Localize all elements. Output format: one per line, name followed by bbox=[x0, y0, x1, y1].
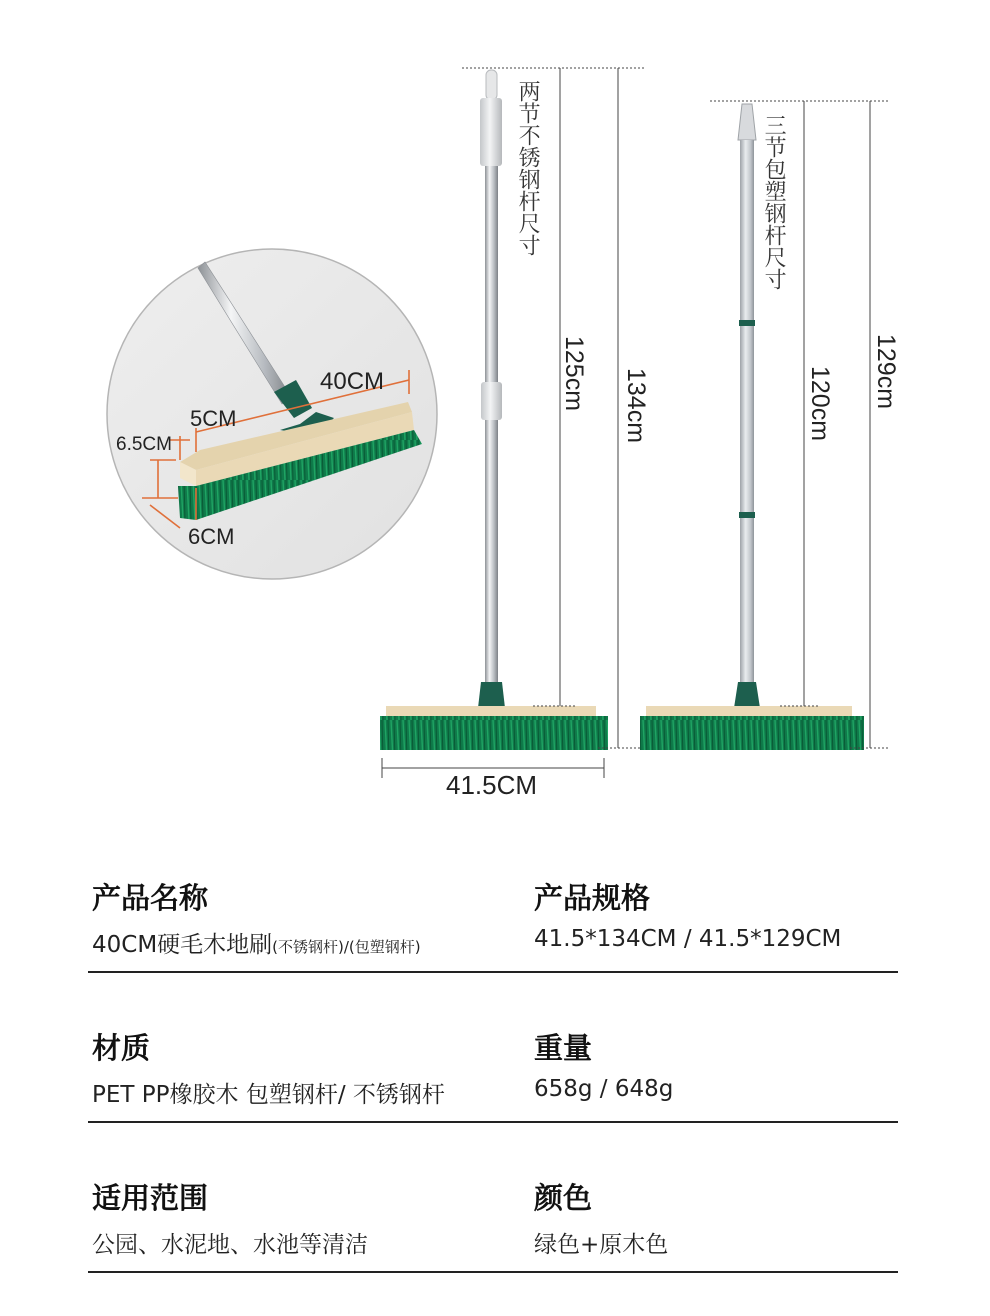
left-pole-length-label: 125cm bbox=[560, 336, 588, 412]
right-joint-2 bbox=[739, 512, 755, 518]
left-bristles bbox=[380, 716, 608, 750]
right-total-length-label: 129cm bbox=[872, 334, 900, 410]
spec-material-title: 材质 bbox=[92, 1031, 151, 1065]
spec-divider-1 bbox=[88, 971, 898, 973]
right-pole-lower bbox=[740, 518, 754, 682]
right-pole-upper bbox=[740, 140, 754, 320]
spec-usage-title: 适用范围 bbox=[92, 1181, 209, 1215]
spec-weight-value: 658g / 648g bbox=[534, 1076, 674, 1102]
left-pole-joint bbox=[481, 382, 502, 420]
spec-name-sub: (不锈钢杆)/(包塑钢杆) bbox=[272, 938, 421, 956]
left-hang-cap bbox=[486, 70, 497, 100]
detail-magnifier bbox=[107, 249, 437, 579]
detail-length-label: 40CM bbox=[320, 368, 385, 395]
right-pole-length-label: 120cm bbox=[806, 366, 834, 442]
spec-color-title: 颜色 bbox=[534, 1181, 593, 1215]
left-socket bbox=[478, 682, 505, 708]
left-pole-upper bbox=[485, 166, 498, 382]
spec-size-title: 产品规格 bbox=[534, 881, 651, 915]
right-pole-middle bbox=[740, 326, 754, 512]
spec-name-value bbox=[92, 926, 421, 959]
detail-block-height-label: 6.5CM bbox=[116, 434, 172, 455]
spec-material-value: PET PP橡胶木 包塑钢杆/ 不锈钢杆 bbox=[92, 1082, 445, 1108]
left-pole-lower bbox=[485, 420, 498, 682]
right-pole-caption: 三节包塑钢杆尺寸 bbox=[761, 114, 787, 290]
spec-usage-value: 公园、水泥地、水池等清洁 bbox=[92, 1232, 368, 1258]
spec-name-title: 产品名称 bbox=[92, 881, 209, 915]
spec-name-main: 40CM硬毛木地刷 bbox=[92, 932, 273, 958]
right-joint-1 bbox=[739, 320, 755, 326]
spec-divider-2 bbox=[88, 1121, 898, 1123]
left-grip-top bbox=[480, 98, 502, 166]
spec-color-value: 绿色+原木色 bbox=[534, 1232, 669, 1258]
left-total-length-label: 134cm bbox=[622, 368, 650, 444]
left-head-width-label: 41.5CM bbox=[446, 770, 538, 800]
right-hang-cap bbox=[738, 104, 756, 140]
detail-base-height-label: 5CM bbox=[190, 406, 237, 431]
spec-divider-3 bbox=[88, 1271, 898, 1273]
left-pole-caption: 两节不锈钢杆尺寸 bbox=[515, 80, 541, 256]
right-socket bbox=[734, 682, 760, 708]
detail-bristle-height-label: 6CM bbox=[188, 524, 235, 549]
right-bristles bbox=[640, 716, 864, 750]
spec-size-value: 41.5*134CM / 41.5*129CM bbox=[534, 926, 842, 952]
spec-weight-title: 重量 bbox=[534, 1031, 593, 1065]
